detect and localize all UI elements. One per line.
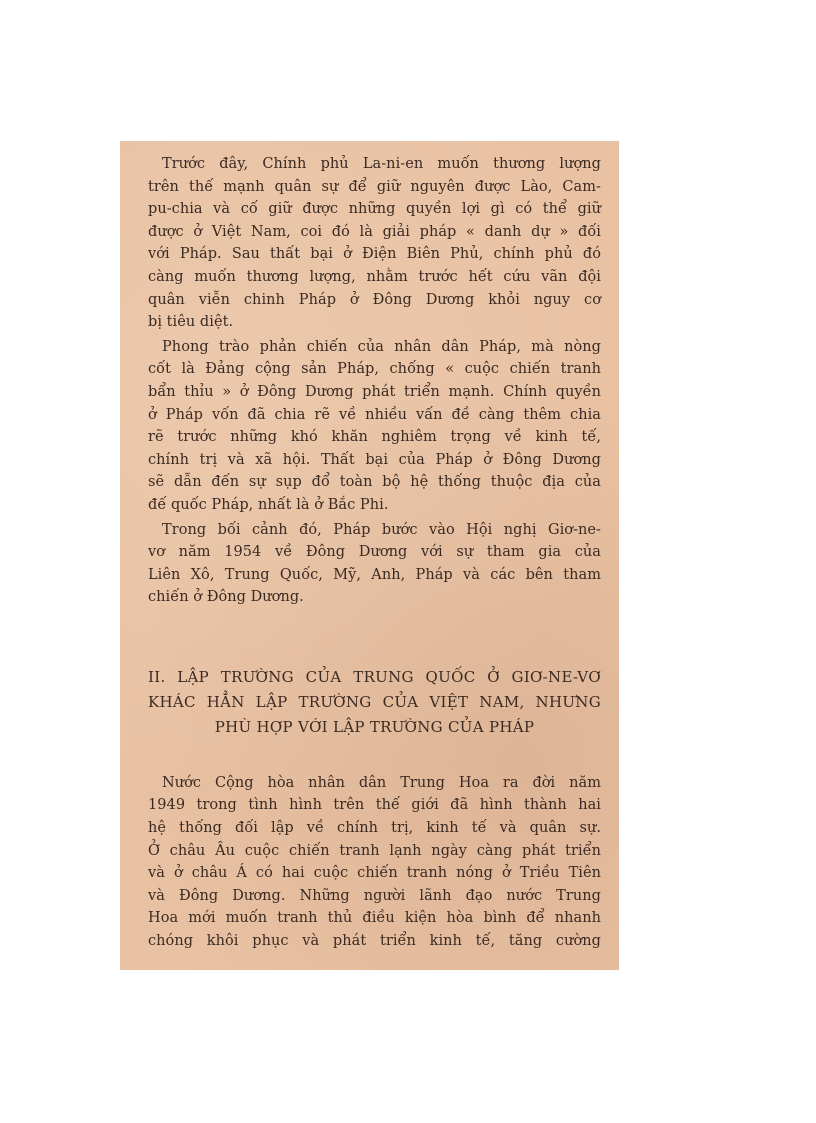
text-line: Trong bối cảnh đó, Pháp bước vào Hội nghị Giơ-ne- <box>162 521 601 538</box>
text-line: ở Pháp vốn đã chia rẽ về nhiều vấn đề càng thêm chia <box>148 406 601 423</box>
text-line: chóng khôi phục và phát triển kinh tế, tăng cường <box>148 933 601 950</box>
text-line: rẽ trước những khó khăn nghiêm trọng về kinh tế, <box>148 429 601 446</box>
text-line: Hoa mới muốn tranh thủ điều kiện hòa bình để nhanh <box>148 910 601 927</box>
text-line: càng muốn thương lượng, nhằm trước hết cứu vãn đội <box>148 268 601 285</box>
text-line: bẩn thỉu » ở Đông Dương phát triển mạnh. Chính quyền <box>148 383 601 400</box>
text-line: chính trị và xã hội. Thất bại của Pháp ở Đông Dương <box>148 451 601 468</box>
text-line: trên thế mạnh quân sự để giữ nguyên được Lào, Cam- <box>148 178 601 195</box>
text-line: vơ năm 1954 về Đông Dương với sự tham gia của <box>148 544 601 561</box>
text-line: được ở Việt Nam, coi đó là giải pháp « danh dự » đối <box>148 223 601 240</box>
text-line: Nước Cộng hòa nhân dân Trung Hoa ra đời năm <box>162 774 601 791</box>
text-line: Phong trào phản chiến của nhân dân Pháp, mà nòng <box>162 338 601 355</box>
text-line: cốt là Đảng cộng sản Pháp, chống « cuộc chiến tranh <box>148 361 601 378</box>
text-line: Ở châu Âu cuộc chiến tranh lạnh ngày càng phát triển <box>148 842 601 859</box>
text-line: và Đông Dương. Những người lãnh đạo nước Trung <box>148 887 601 904</box>
text-line: bị tiêu diệt. <box>148 314 234 331</box>
text-line: với Pháp. Sau thất bại ở Điện Biên Phủ, chính phủ đó <box>148 246 601 263</box>
paragraph-2 <box>148 336 601 517</box>
section-heading <box>148 665 601 740</box>
paragraph-3 <box>148 519 601 609</box>
text-line: pu-chia và cố giữ được những quyền lợi gì có thể giữ <box>148 201 601 218</box>
heading-line: PHÙ HỢP VỚI LẬP TRƯỜNG CỦA PHÁP <box>214 717 535 736</box>
text-line: và ở châu Á có hai cuộc chiến tranh nóng ở Triều Tiên <box>148 865 601 882</box>
text-line: quân viễn chinh Pháp ở Đông Dương khỏi nguy cơ <box>148 291 601 308</box>
paragraph-1 <box>148 153 601 334</box>
paragraph-4 <box>148 772 601 953</box>
text-line: 1949 trong tình hình trên thế giới đã hình thành hai <box>148 797 601 814</box>
scanned-book-page <box>120 141 619 970</box>
text-line: Liên Xô, Trung Quốc, Mỹ, Anh, Pháp và các bên tham <box>148 566 601 583</box>
text-line: đế quốc Pháp, nhất là ở Bắc Phi. <box>148 496 389 513</box>
text-line: Trước đây, Chính phủ La-ni-en muốn thương lượng <box>162 156 601 172</box>
text-line: chiến ở Đông Dương. <box>148 589 304 606</box>
heading-line: II. LẬP TRƯỜNG CỦA TRUNG QUỐC Ở GIƠ-NE-VƠ <box>148 667 601 686</box>
text-line: hệ thống đối lập về chính trị, kinh tế và quân sự. <box>148 820 601 837</box>
text-line: sẽ dẫn đến sự sụp đổ toàn bộ hệ thống thuộc địa của <box>148 474 601 491</box>
heading-line: KHÁC HẲN LẬP TRƯỜNG CỦA VIỆT NAM, NHƯNG <box>148 692 601 711</box>
